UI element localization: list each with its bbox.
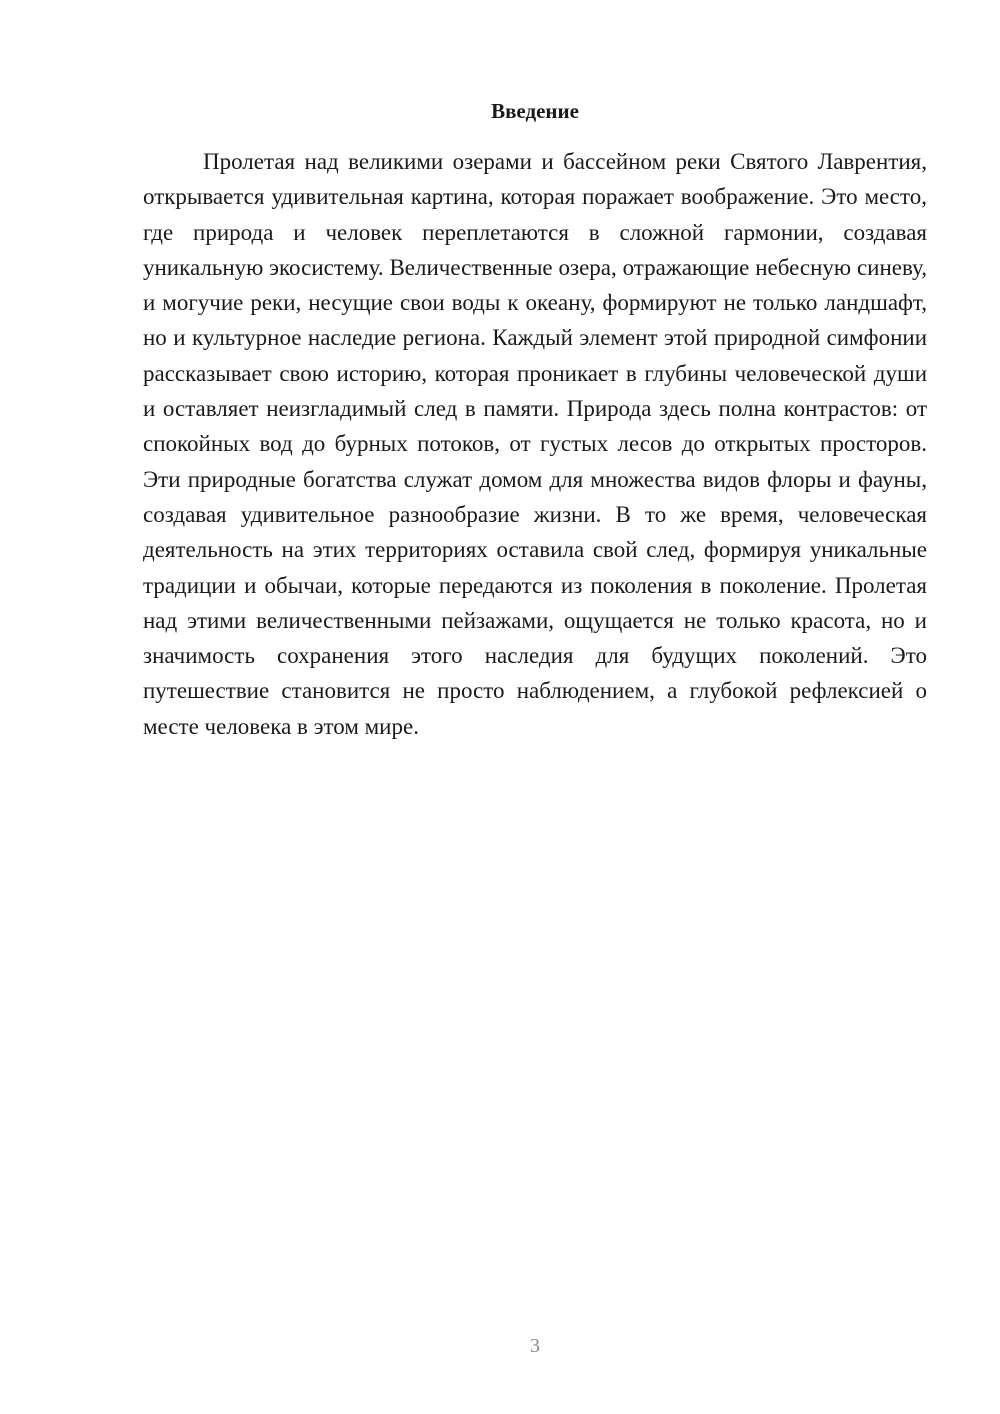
section-heading: Введение	[491, 99, 579, 123]
body-paragraph: Пролетая над великими озерами и бассейном реки Святого Лаврентия, открывается удивительная картина, которая поражает воображение. Это место, где природа и человек переплетаются в сложной гармонии, создавая уникальную экосистему. Величественные озера, отражающие небесную синеву, и могучие реки, несущие свои воды к океану, формируют не только ландшафт, но и культурное наследие региона. Каждый элемент этой природной симфонии рассказывает свою историю, которая проникает в глубины человеческой души и оставляет неизгладимый след в памяти. Природа здесь полна контрастов: от спокойных вод до бурных потоков, от густых лесов до открытых просторов. Эти природные богатства служат домом для множества видов флоры и фауны, создавая удивительное разнообразие жизни. В то же время, человеческая деятельность на этих территориях оставила свой след, формируя уникальные традиции и обычаи, которые передаются из поколения в поколение. Пролетая над этими величественными пейзажами, ощущается не только красота, но и значимость сохранения этого наследия для будущих поколений. Это путешествие становится не просто наблюдением, а глубокой рефлексией о месте человека в этом мире.	[143, 149, 927, 739]
page-number: 3	[530, 1335, 540, 1357]
